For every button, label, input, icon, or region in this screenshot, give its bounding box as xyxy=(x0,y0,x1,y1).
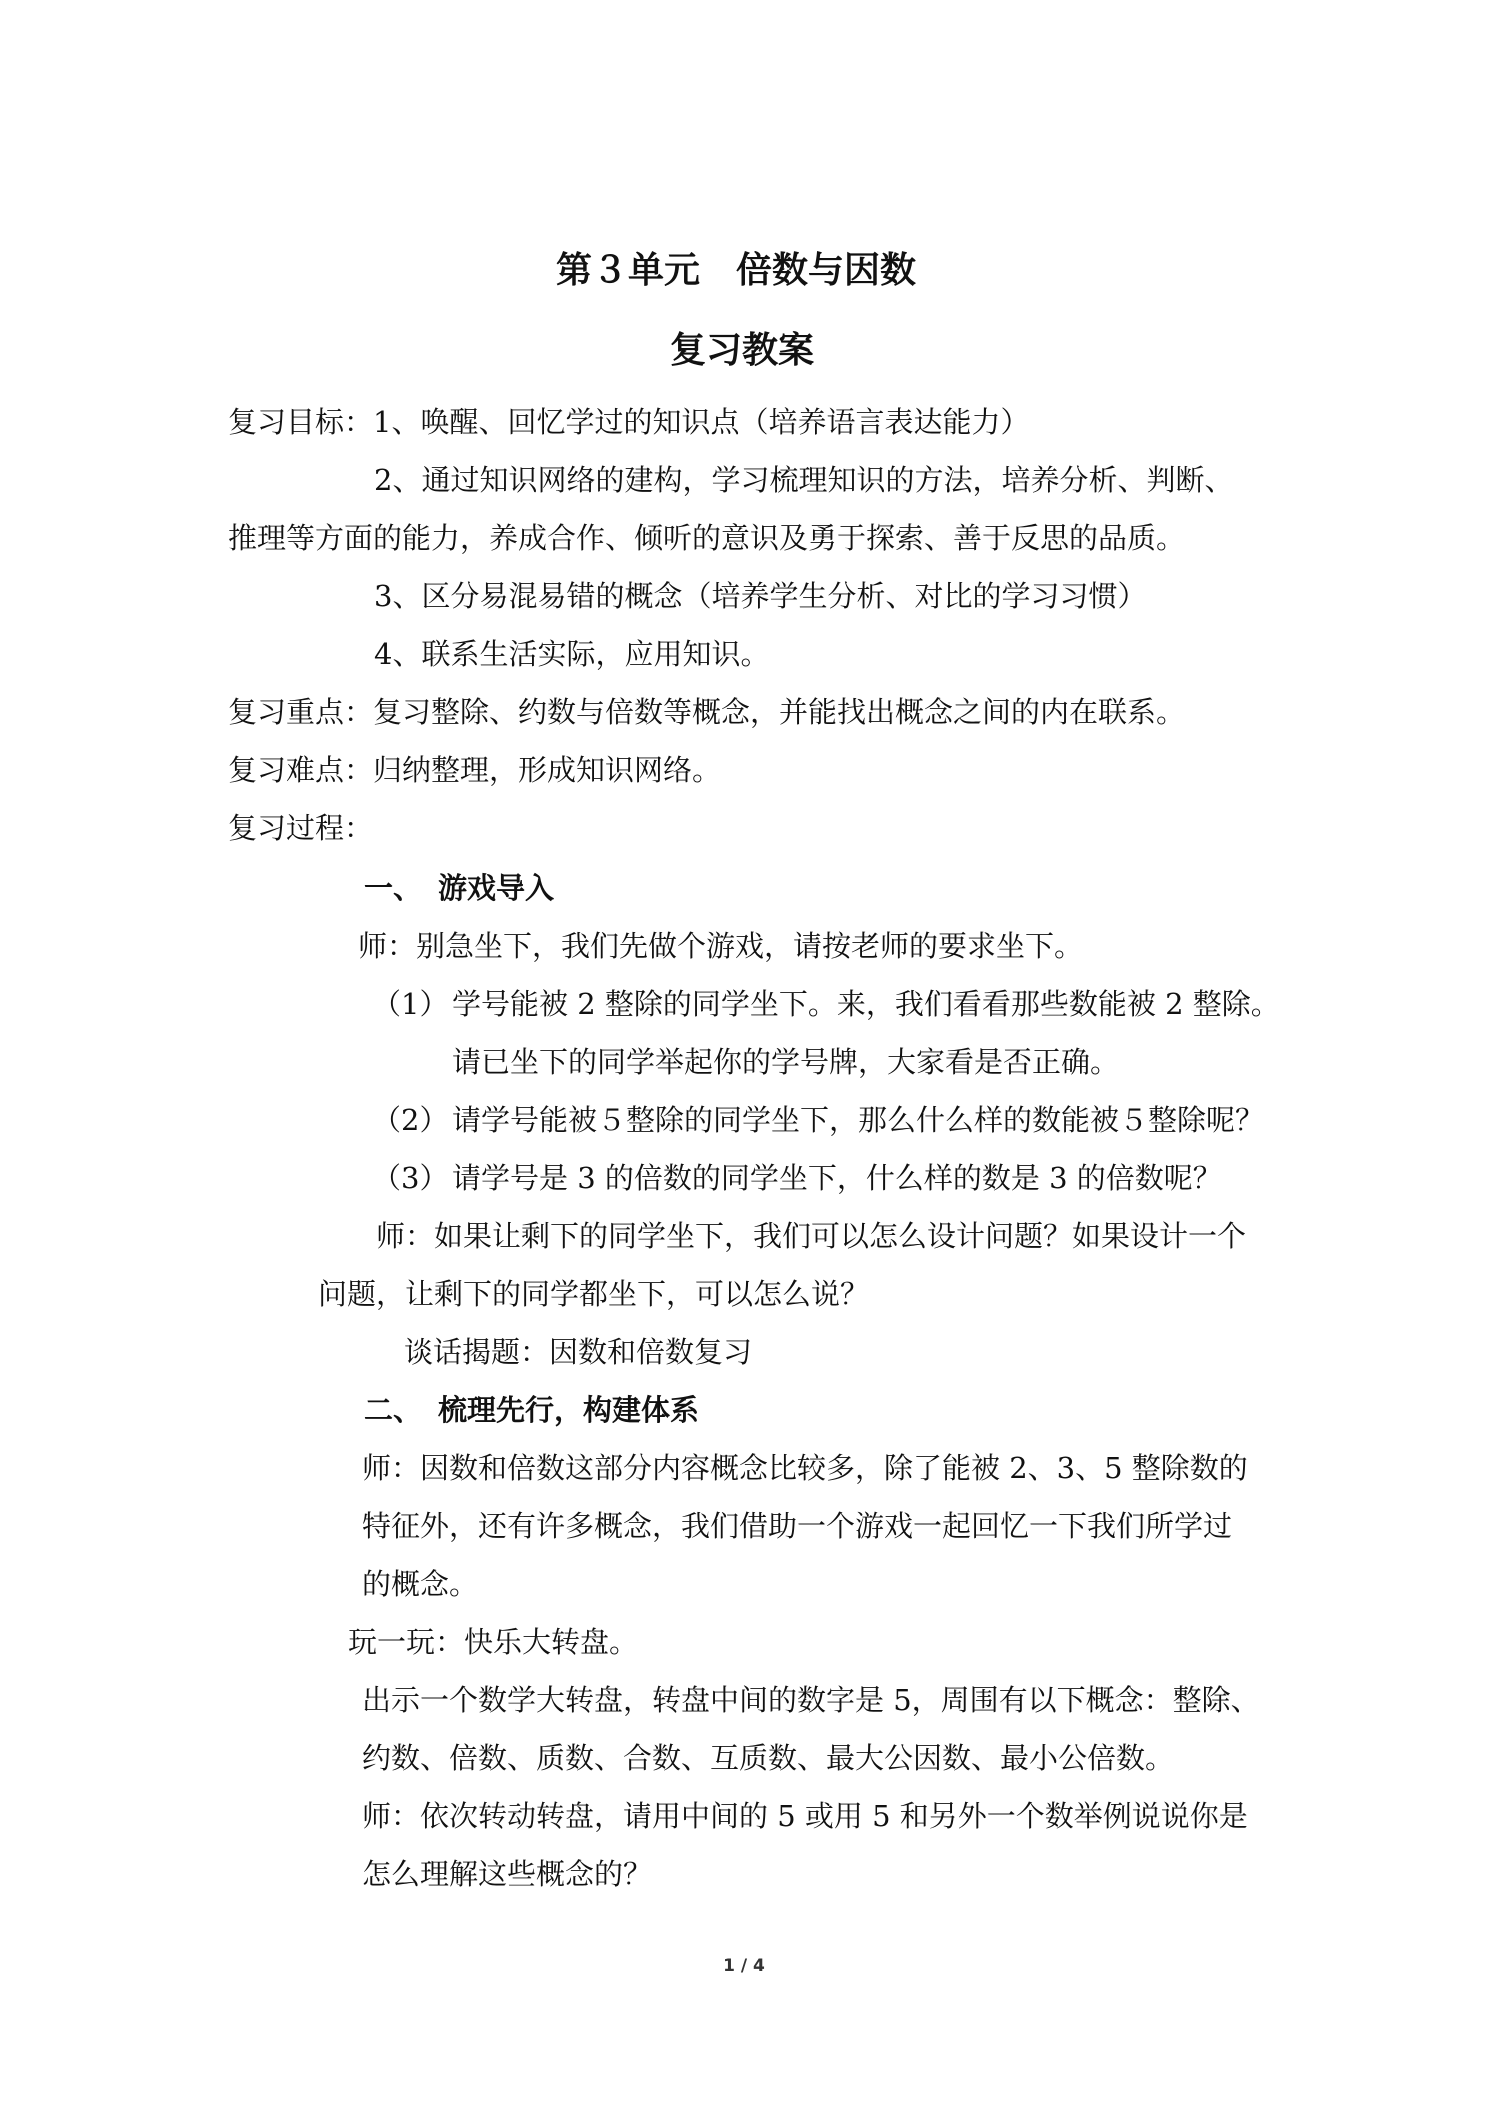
section-1-teacher-2-line-2: 问题，让剩下的同学都坐下，可以怎么说？ xyxy=(318,1277,870,1311)
section-2-teacher-1-line-2: 特征外，还有许多概念，我们借助一个游戏一起回忆一下我们所学过 xyxy=(362,1509,1233,1543)
goal-1: 复习目标：1、唤醒、回忆学过的知识点（培养语言表达能力） xyxy=(228,405,1030,439)
page-number: 1 / 4 xyxy=(723,1956,765,1976)
goal-4: 4、联系生活实际，应用知识。 xyxy=(374,637,770,671)
section-1-heading: 游戏导入 xyxy=(438,871,555,905)
item-1-line-1: 学号能被 2 整除的同学坐下。来，我们看看那些数能被 2 整除。 xyxy=(452,987,1280,1021)
show-line-1: 出示一个数学大转盘，转盘中间的数字是 5，周围有以下概念：整除、 xyxy=(362,1683,1260,1717)
section-2-heading: 梳理先行，构建体系 xyxy=(438,1393,700,1427)
item-3-number: （3） xyxy=(372,1161,449,1195)
goal-2-line-2: 推理等方面的能力，养成合作、倾听的意识及勇于探索、善于反思的品质。 xyxy=(228,521,1186,555)
item-1-number: （1） xyxy=(372,987,449,1021)
item-2-number: （2） xyxy=(372,1103,449,1137)
process-label: 复习过程： xyxy=(228,811,374,845)
difficulty: 复习难点：归纳整理，形成知识网络。 xyxy=(228,753,722,787)
play-line: 玩一玩：快乐大转盘。 xyxy=(348,1625,639,1659)
section-2-number: 二、 xyxy=(364,1393,423,1427)
goal-2-line-1: 2、通过知识网络的建构，学习梳理知识的方法，培养分析、判断、 xyxy=(374,463,1234,497)
goal-3: 3、区分易混易错的概念（培养学生分析、对比的学习习惯） xyxy=(374,579,1147,613)
section-1-number: 一、 xyxy=(364,871,423,905)
item-1-line-2: 请已坐下的同学举起你的学号牌，大家看是否正确。 xyxy=(452,1045,1120,1079)
document-subtitle: 复习教案 xyxy=(670,329,815,371)
item-2: 请学号能被５整除的同学坐下，那么什么样的数能被５整除呢？ xyxy=(452,1103,1265,1137)
section-2-teacher-2-line-1: 师：依次转动转盘，请用中间的 5 或用 5 和另外一个数举例说说你是 xyxy=(362,1799,1248,1833)
show-line-2: 约数、倍数、质数、合数、互质数、最大公因数、最小公倍数。 xyxy=(362,1741,1175,1775)
item-3: 请学号是 3 的倍数的同学坐下，什么样的数是 3 的倍数呢？ xyxy=(452,1161,1222,1195)
topic-reveal: 谈话揭题：因数和倍数复习 xyxy=(404,1335,753,1369)
section-2-teacher-1-line-1: 师：因数和倍数这部分内容概念比较多，除了能被 2、3、5 整除数的 xyxy=(362,1451,1248,1485)
document-title: 第３单元 倍数与因数 xyxy=(556,249,917,291)
section-2-teacher-2-line-2: 怎么理解这些概念的？ xyxy=(362,1857,653,1891)
section-1-teacher-2-line-1: 师：如果让剩下的同学坐下，我们可以怎么设计问题？如果设计一个 xyxy=(376,1219,1247,1253)
section-1-teacher-1: 师：别急坐下，我们先做个游戏，请按老师的要求坐下。 xyxy=(358,929,1084,963)
section-2-teacher-1-line-3: 的概念。 xyxy=(362,1567,479,1601)
key-point: 复习重点：复习整除、约数与倍数等概念，并能找出概念之间的内在联系。 xyxy=(228,695,1186,729)
